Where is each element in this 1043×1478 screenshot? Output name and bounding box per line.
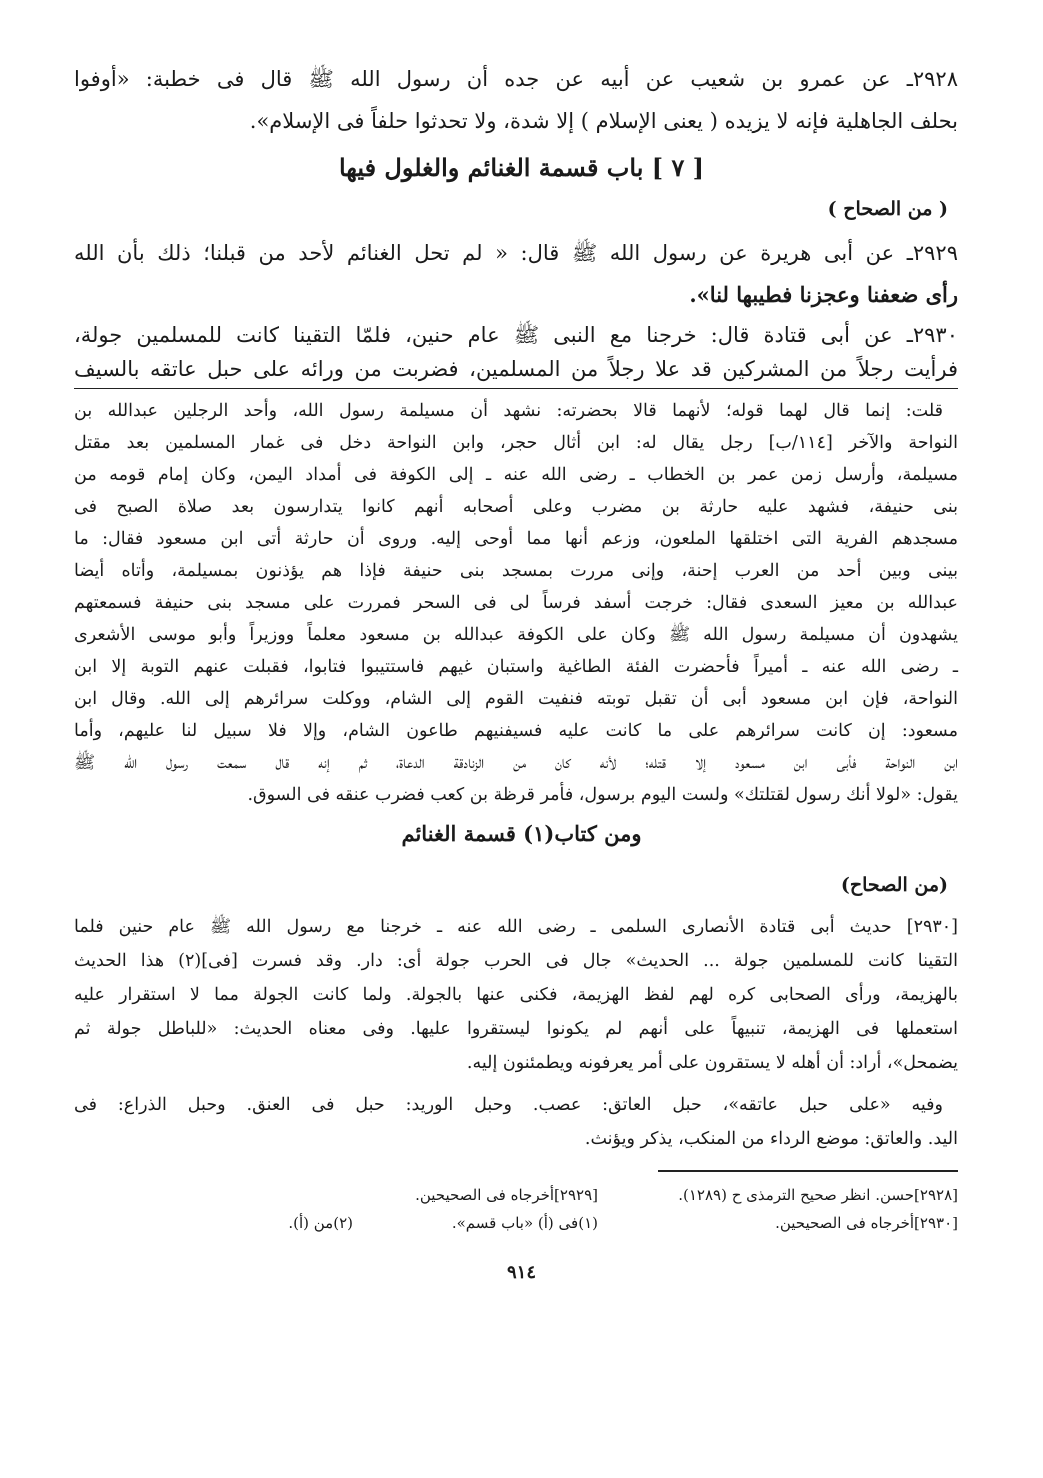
footnote-divider [658,1170,958,1172]
commentary-line: مسيلمة، وأرسل زمن عمر بن الخطاب ـ رضى الله عنه ـ إلى الكوفة فى أمداد اليمن، وكان إمام قومه من [74,465,958,485]
hadith-2928-line-1: ٢٩٢٨ـ عن عمرو بن شعيب عن أبيه عن جده أن رسول الله ﷺ قال فى خطبة: «أوفوا [74,67,958,91]
footnote-2930: [٢٩٣٠]أخرجاه فى الصحيحين. [775,1214,958,1232]
explanation-line: استعملها فى الهزيمة، تنبيهاً على أنهم لم يكونوا ليستقروا عليها. وفى معناه الحديث: «للباطل جولة ثم [74,1019,958,1039]
commentary-line: يشهدون أن مسيلمة رسول الله ﷺ وكان على الكوفة عبدالله بن مسعود معلماً ووزيراً وأبو موسى الأشعرى [74,625,958,645]
footnote-note-2: (٢)من (أ). [288,1214,353,1232]
footnote-2928: [٢٩٢٨]حسن. انظر صحيح الترمذى ح (١٢٨٩). [678,1186,958,1204]
hadith-2930-line-1: ٢٩٣٠ـ عن أبى قتادة قال: خرجنا مع النبى ﷺ عام حنين، فلمّا التقينا كانت للمسلمين جولة، [74,323,958,347]
footnote-2929: [٢٩٢٩]أخرجاه فى الصحيحين. [415,1186,598,1204]
explanation-line: التقينا كانت للمسلمين جولة ... الحديث» جال فى الحرب جولة أى: دار. وقد فسرت [فى](٢) هذا الحديث [74,951,958,971]
commentary-line: مسجدهم الفرية التى اختلقها الملعون، وزعم أنها مما أوحى إليه. وروى أن حارثة أتى ابن مسعود فقال: ما [74,529,958,549]
explanation-line: [٢٩٣٠] حديث أبى قتادة الأنصارى السلمى ـ رضى الله عنه ـ خرجنا مع رسول الله ﷺ عام حنين فلما [74,917,958,937]
explanation-2-line: وفيه «على حبل عاتقه»، حبل العاتق: عصب. وحبل الوريد: حبل فى العنق. وحبل الذراع: فى [74,1095,943,1115]
section-label-sahih-2: (من الصحاح) [840,874,948,896]
hadith-2929-line-1: ٢٩٢٩ـ عن أبى هريرة عن رسول الله ﷺ قال: « لم تحل الغنائم لأحد من قبلنا؛ ذلك بأن الله [74,241,958,265]
commentary-line: ـ رضى الله عنه ـ أميراً فأحضرت الفئة الطاغية واستبان غيهم فاستتيبوا فتابوا، فقبلت عنهم التوبة إلا ابن [74,657,958,677]
explanation-line: يضمحل»، أراد: أن أهله لا يستقرون على أمر يعرفونه ويطمئنون إليه. [466,1053,958,1073]
book-heading: ومن كتاب(١) قسمة الغنائم [401,821,642,846]
commentary-line: ابن النواحة فأبى ابن مسعود إلا قتله؛ لأنه كان من الزنادقة الدعاة، ثم إنه قال سمعت رسول الله ﷺ [74,753,958,773]
chapter-title: [ ٧ ] باب قسمة الغنائم والغلول فيها [338,153,705,182]
commentary-line: مسعود: إن كانت سرائرهم على ما كانت عليه فسيفنيهم طاعون الشام، وإلا فلا سبيل لنا عليهم، وأما [74,721,958,741]
commentary-line: بينى وبين أحد من العرب إحنة، وإنى مررت بمسجد بنى حنيفة فإذا هم يؤذنون بمسيلمة، وأتاه أيضا [74,561,958,581]
section-label-sahih: ( من الصحاح ) [827,198,948,220]
commentary-line: يقول: «لولا أنك رسول لقتلتك» ولست اليوم برسول، فأمر قرظة بن كعب فضرب عنقه فى السوق. [247,785,958,805]
commentary-line: عبدالله بن معيز السعدى فقال: خرجت أسفد فرساً لى فى السحر فمررت على مسجد بنى حنيفة فسمعتهم [74,593,958,613]
commentary-line: قلت: إنما قال لهما قوله؛ لأنهما قالا بحضرته: نشهد أن مسيلمة رسول الله، وأحد الرجلين عبدالله بن [74,401,943,421]
page-number: ٩١٤ [506,1262,536,1283]
commentary-line: النواحة والآخر [١١٤/ب] رجل يقال له: ابن أثال حجر، وابن النواحة دخل فى غمار المسلمين بعد مقتل [74,433,958,453]
divider-main-commentary [74,388,958,389]
hadith-2928-line-2: بحلف الجاهلية فإنه لا يزيده ( يعنى الإسلام ) إلا شدة، ولا تحدثوا حلفاً فى الإسلام». [249,109,958,133]
footnote-note-1: (١)فى (أ) «باب قسم». [451,1214,598,1232]
explanation-line: بالهزيمة، ورأى الصحابى كره لهم لفظ الهزيمة، فكنى عنها بالجولة. ولما كانت الجولة مما لا استقرار عليه [74,985,958,1005]
hadith-2929-line-2: رأى ضعفنا وعجزنا فطيبها لنا». [689,282,958,307]
commentary-line: بنى حنيفة، فشهد عليه حارثة بن مضرب وعلى أصحابه أنهم كانوا يتدارسون بعد صلاة الصبح فى [74,497,958,517]
explanation-2-line: اليد. والعاتق: موضع الرداء من المنكب، يذكر ويؤنث. [584,1129,958,1149]
hadith-2930-line-2: فرأيت رجلاً من المشركين قد علا رجلاً من المسلمين، فضربت من ورائه على حبل عاتقه بالسيف [74,357,958,381]
commentary-line: النواحة، فإن ابن مسعود أبى أن تقبل توبته فنفيت القوم إلى الشام، ووكلت سرائرهم إلى الله. وقال ابن [74,689,958,709]
